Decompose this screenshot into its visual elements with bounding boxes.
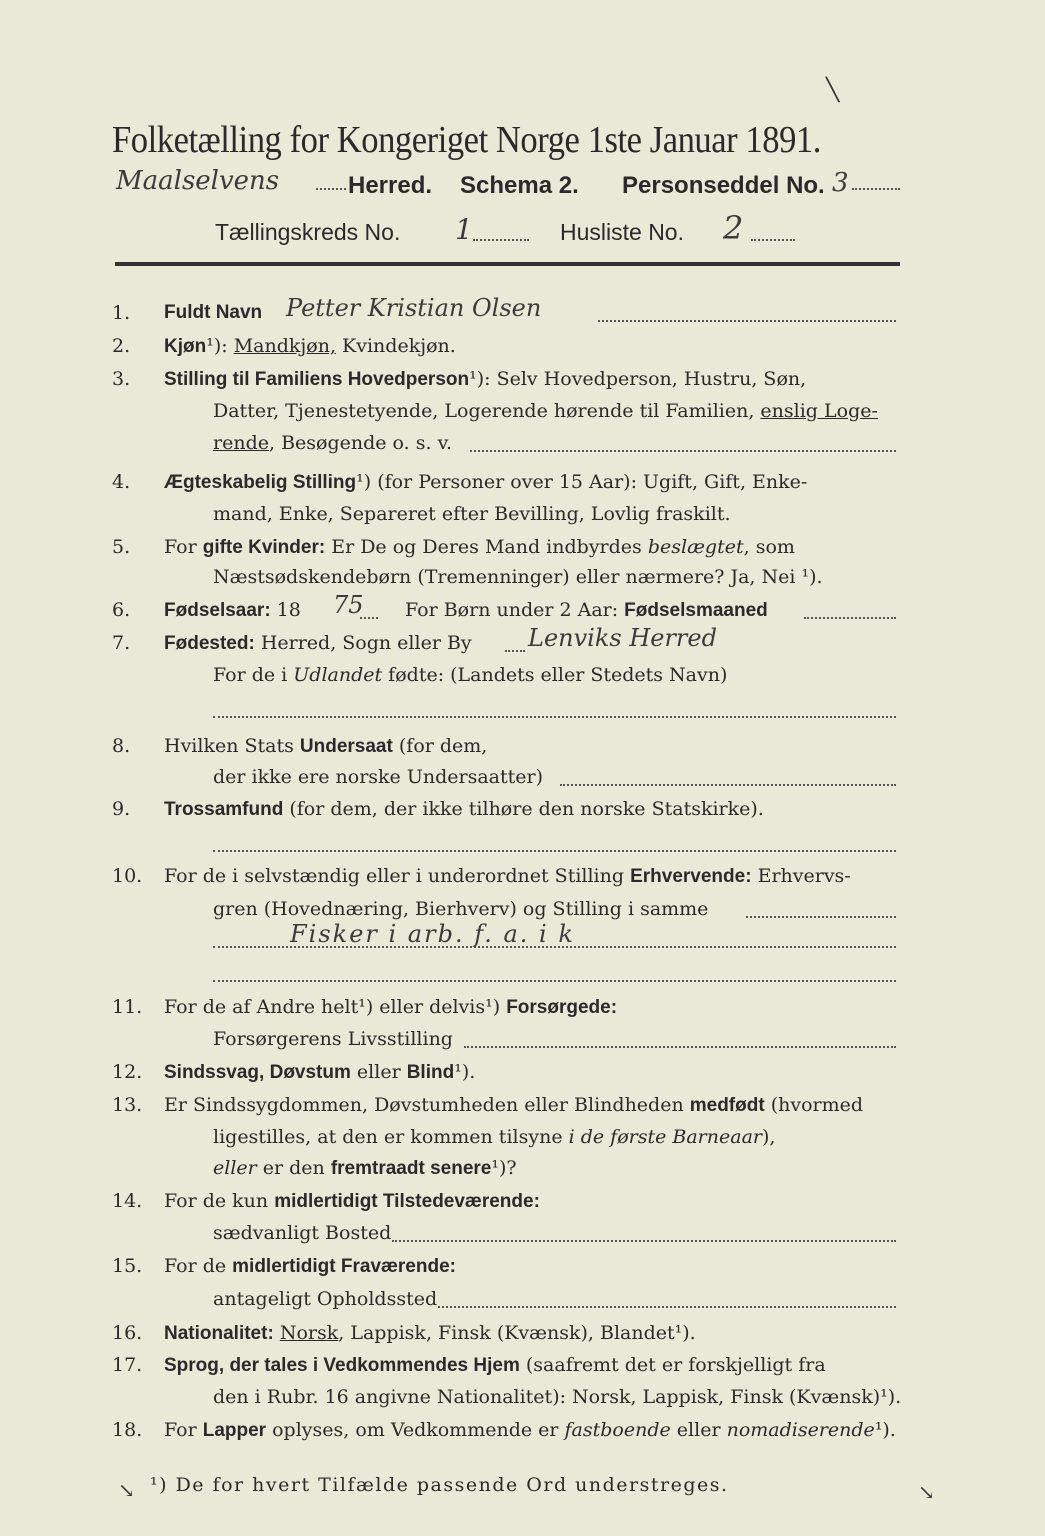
item-number: 17. — [112, 1354, 143, 1376]
dotted-leader — [464, 1032, 896, 1048]
item-text: den i Rubr. 16 angivne Nationalitet): Norsk, Lappisk, Finsk (Kvænsk)¹). — [213, 1386, 902, 1408]
item-text: mand, Enke, Separeret efter Bevilling, Lovlig fraskilt. — [213, 503, 731, 525]
item-text: Datter, Tjenestetyende, Logerende hørende til Familien, — [213, 400, 761, 422]
item-label: midlertidigt Fraværende: — [232, 1256, 456, 1277]
dotted-leader — [438, 1292, 896, 1308]
item-label: gifte Kvinder: — [202, 537, 326, 558]
item-text: oplyses, om Vedkommende er — [266, 1419, 565, 1441]
item-text: Er Sindssygdommen, Døvstumheden eller Blindheden — [164, 1094, 690, 1116]
dotted-leader — [470, 436, 896, 452]
dotted-leader — [213, 836, 896, 852]
footnote: ¹) De for hvert Tilfælde passende Ord understreges. — [150, 1474, 729, 1496]
item-text: Kvindekjøn. — [336, 335, 456, 357]
item-text: Er De og Deres Mand indbyrdes — [325, 536, 648, 558]
dotted-leader — [213, 702, 896, 718]
item-text: (saafremt det er forskjelligt fra — [519, 1354, 826, 1376]
schema-label: Schema 2. — [460, 172, 579, 199]
item-text: ¹). — [454, 1061, 476, 1083]
item-text: ), — [762, 1126, 776, 1148]
item-number: 6. — [112, 599, 131, 621]
item-text: For — [164, 536, 203, 558]
pencil-tick-mark: ╲ — [826, 78, 840, 103]
item-text: Udlandet — [293, 664, 383, 686]
item-number: 12. — [112, 1061, 143, 1083]
item-text: sædvanligt Bosted — [213, 1222, 392, 1244]
item-text: ¹): — [206, 335, 228, 357]
underlined-choice: enslig Loge- — [760, 400, 878, 422]
item-text: (for dem, — [392, 735, 488, 757]
form-title: Folketælling for Kongeriget Norge 1ste Januar 1891. — [112, 119, 821, 161]
item-label: Trossamfund — [164, 799, 284, 820]
header-rule — [115, 262, 900, 266]
item-label: Fødested: — [164, 633, 255, 654]
birth-year-handwritten: 75 — [333, 591, 364, 619]
item-text: (for dem, der ikke tilhøre den norske Statskirke). — [283, 798, 764, 820]
item-label: Undersaat — [299, 736, 393, 757]
item-number: 1. — [112, 302, 131, 324]
item-number: 14. — [112, 1190, 143, 1212]
item-text: nomadiserende — [726, 1419, 875, 1441]
item-label: Kjøn — [164, 336, 207, 357]
item-text: ¹): Selv Hovedperson, Hustru, Søn, — [469, 368, 807, 390]
item-label: Lapper — [202, 1420, 267, 1441]
item-label: Erhvervende: — [630, 866, 752, 887]
item-number: 18. — [112, 1419, 143, 1441]
item-number: 9. — [112, 798, 131, 820]
item-number: 7. — [112, 632, 131, 654]
item-text: eller — [670, 1419, 727, 1441]
item-text: Hvilken Stats — [164, 735, 300, 757]
herred-handwritten: Maalselvens — [116, 166, 280, 196]
item-text: er den — [256, 1157, 331, 1179]
item-number: 16. — [112, 1322, 143, 1344]
dotted-leader — [360, 603, 378, 619]
item-text: eller — [350, 1061, 407, 1083]
item-label: medfødt — [689, 1095, 765, 1116]
item-text: ¹). — [874, 1419, 896, 1441]
item-text: eller — [213, 1157, 257, 1179]
pencil-tick-mark: ↘ — [118, 1478, 135, 1502]
herred-label: Herred. — [348, 172, 433, 199]
item-text: Næstsødskendebørn (Tremenninger) eller nærmere? Ja, Nei ¹). — [213, 566, 823, 588]
item-text: For — [164, 1419, 203, 1441]
item-text: For Børn under 2 Aar: — [405, 599, 625, 621]
item-text: fastboende — [564, 1419, 671, 1441]
pencil-tick-mark: ↘ — [918, 1480, 935, 1504]
dotted-leader — [804, 603, 896, 619]
dotted-leader — [751, 225, 795, 241]
item-label: midlertidigt Tilstedeværende: — [274, 1191, 540, 1212]
kreds-line — [215, 209, 905, 255]
item-text: (hvormed — [764, 1094, 864, 1116]
item-text: 18 — [270, 599, 301, 621]
item-text: gren (Hovednæring, Bierhverv) og Stilling i samme — [213, 898, 709, 920]
item-text: beslægtet — [647, 536, 744, 558]
item-text: For de kun — [164, 1190, 275, 1212]
item-text: Erhvervs- — [751, 865, 851, 887]
item-number: 15. — [112, 1255, 143, 1277]
dotted-leader — [473, 225, 529, 241]
item-label: Sprog, der tales i Vedkommendes Hjem — [164, 1355, 520, 1376]
dotted-leader — [746, 902, 896, 918]
item-number: 8. — [112, 735, 131, 757]
item-label: Fødselsaar: — [164, 600, 271, 621]
item-label: Stilling til Familiens Hovedperson — [164, 369, 470, 390]
item-text: For de — [164, 1255, 233, 1277]
underlined-choice: Norsk — [279, 1322, 339, 1344]
item-label: Blind — [406, 1062, 455, 1083]
dotted-leader — [316, 174, 346, 190]
item-number: 2. — [112, 335, 131, 357]
dotted-leader — [598, 306, 896, 322]
item-text: Herred, Sogn eller By — [254, 632, 472, 654]
item-text: For de af Andre helt¹) eller delvis¹) — [164, 996, 507, 1018]
dotted-leader — [392, 1226, 896, 1242]
kreds-label: Tællingskreds No. — [215, 219, 401, 245]
item-label: Fuldt Navn — [164, 302, 263, 323]
item-number: 5. — [112, 536, 131, 558]
item-text: , som — [743, 536, 795, 558]
item-text: fødte: (Landets eller Stedets Navn) — [382, 664, 728, 686]
item-text: antageligt Opholdssted — [213, 1288, 438, 1310]
item-number: 11. — [112, 996, 143, 1018]
item-text: For de i selvstændig eller i underordnet Stilling — [164, 865, 631, 887]
item-text: der ikke ere norske Undersaatter) — [213, 766, 543, 788]
item-text: , Lappisk, Finsk (Kvænsk), Blandet¹). — [338, 1322, 696, 1344]
dotted-leader — [213, 966, 896, 982]
personseddel-label: Personseddel No. — [622, 172, 825, 199]
item-label: fremtraadt senere — [330, 1158, 492, 1179]
item-number: 10. — [112, 865, 143, 887]
item-text: ¹) (for Personer over 15 Aar): Ugift, Gift, Enke- — [356, 471, 808, 493]
item-number: 3. — [112, 368, 131, 390]
kreds-number: 1 — [455, 213, 473, 246]
dotted-leader — [852, 174, 900, 190]
item-number: 13. — [112, 1094, 143, 1116]
birthplace-handwritten: Lenviks Herred — [528, 624, 717, 652]
herred-line — [116, 168, 906, 208]
occupation-handwritten: Fisker i arb. f. a. i k — [290, 920, 575, 948]
item-text: ¹)? — [491, 1157, 517, 1179]
item-text: ligestilles, at den er kommen tilsyne — [213, 1126, 569, 1148]
item-text: For de i — [213, 664, 294, 686]
dotted-leader — [560, 770, 896, 786]
personseddel-number: 3 — [832, 168, 849, 198]
item-text: Forsørgerens Livsstilling — [213, 1028, 453, 1050]
underlined-choice: Mandkjøn, — [233, 335, 337, 357]
item-label: Nationalitet: — [164, 1323, 274, 1344]
underlined-choice: rende — [213, 432, 269, 454]
item-label: Forsørgede: — [506, 997, 618, 1018]
name-handwritten: Petter Kristian Olsen — [286, 294, 542, 322]
item-text: i de første Barneaar — [568, 1126, 762, 1148]
dotted-leader — [505, 636, 525, 652]
item-label: Ægteskabelig Stilling — [164, 472, 357, 493]
husliste-label: Husliste No. — [560, 219, 684, 245]
item-label: Sindssvag, Døvstum — [164, 1062, 351, 1083]
item-label: Fødselsmaaned — [624, 600, 768, 621]
item-number: 4. — [112, 471, 131, 493]
husliste-number: 2 — [723, 209, 744, 247]
item-text: , Besøgende o. s. v. — [268, 432, 453, 454]
